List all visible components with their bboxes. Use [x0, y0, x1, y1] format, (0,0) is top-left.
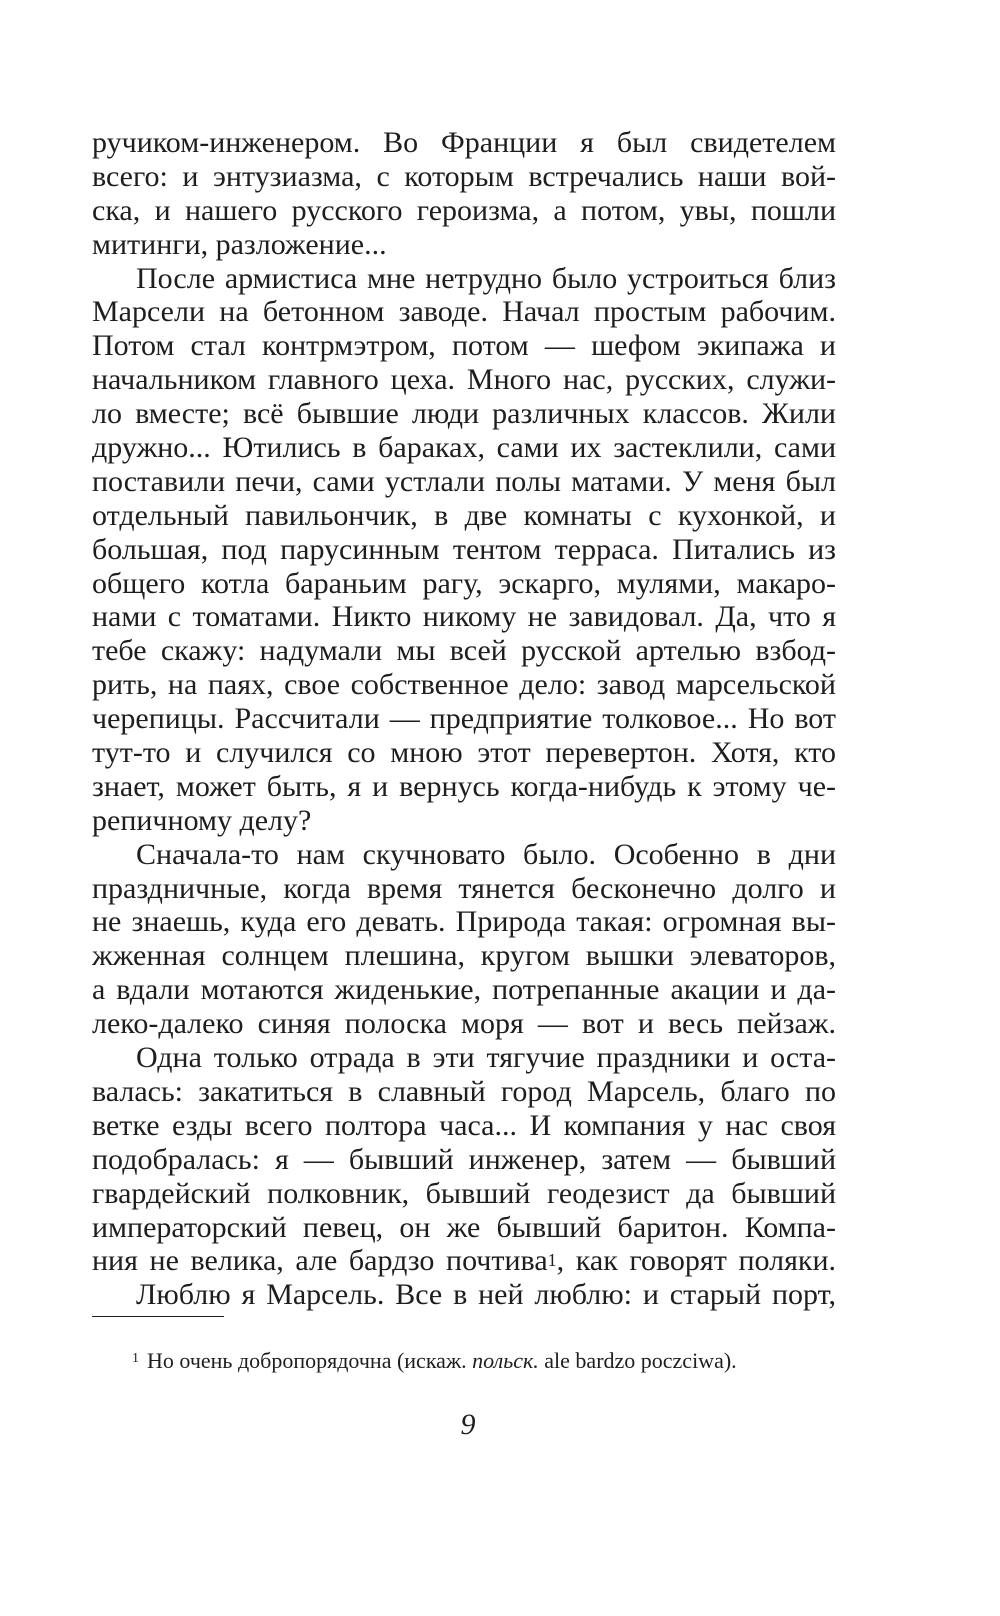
text-line: императорский певец, он же бывший баритон. Компа-	[92, 1210, 836, 1244]
text-line: тут-то и случился со мною этот перевертон. Хотя, кто	[92, 736, 836, 770]
text-line: Потом стал контрмэтром, потом — шефом экипажа и	[92, 329, 836, 363]
text-line: жженная солнцем плешина, кругом вышки элеваторов,	[92, 939, 836, 973]
text-line: гвардейский полковник, бывший геодезист да бывший	[92, 1176, 836, 1210]
text-line: тебе скажу: надумали мы всей русской артелью взбод-	[92, 634, 836, 668]
footnote-reference: 1	[547, 1250, 557, 1271]
text-line: не знаешь, куда его девать. Природа такая: огромная вы-	[92, 905, 836, 939]
text-line: ло вместе; всё бывшие люди различных классов. Жили	[92, 397, 836, 431]
text-line: Марсели на бетонном заводе. Начал простым рабочим.	[92, 295, 836, 329]
footnote-line-before: ния не велика, але бардзо почтива	[92, 1244, 548, 1278]
text-line: Сначала-то нам скучновато было. Особенно в дни	[136, 837, 836, 871]
text-line: ветке езды всего полтора часа... И компания у нас своя	[92, 1108, 836, 1142]
footnote-text-before: Но очень добропорядочна (искаж.	[147, 1348, 467, 1373]
text-line: репичному делу?	[92, 803, 312, 837]
text-line: праздничные, когда время тянется бесконечно долго и	[92, 871, 836, 905]
text-line: валась: закатиться в славный город Марсель, благо по	[92, 1074, 836, 1108]
footnote-text-after: ale bardzo poczciwa).	[544, 1348, 737, 1373]
text-line: ручиком-инженером. Во Франции я был свидетелем	[92, 126, 836, 159]
body-text	[92, 126, 836, 1312]
footnote-separator	[92, 1316, 224, 1317]
text-line: После армистиса мне нетрудно было устроиться близ	[136, 261, 836, 295]
footnote	[132, 1348, 852, 1378]
footnote-line-after: , как говорят поляки.	[556, 1244, 837, 1278]
text-line: леко-далеко синяя полоска моря — вот и весь пейзаж.	[92, 1007, 836, 1041]
text-line-with-footnote	[92, 1244, 836, 1278]
text-line: знает, может быть, я и вернусь когда-нибудь к этому че-	[92, 769, 836, 803]
text-line: Одна только отрада в эти тягучие праздники и оста-	[136, 1041, 836, 1075]
text-line: ска, и нашего русского героизма, а потом, увы, пошли	[92, 193, 836, 227]
footnote-italic: польск.	[472, 1348, 539, 1373]
text-line: начальником главного цеха. Много нас, русских, служи-	[92, 363, 836, 397]
text-line: общего котла бараньим рагу, эскарго, мулями, макаро-	[92, 566, 836, 600]
footnote-mark: 1	[132, 1351, 139, 1366]
text-line: Люблю я Марсель. Все в ней люблю: и старый порт,	[136, 1278, 836, 1312]
text-line: черепицы. Рассчитали — предприятие толковое... Но вот	[92, 702, 836, 736]
text-line: рить, на паях, свое собственное дело: завод марсельской	[92, 668, 836, 702]
text-line: нами с томатами. Никто никому не завидовал. Да, что я	[92, 600, 836, 634]
page-number: 9	[460, 1408, 476, 1441]
text-line: митинги, разложение...	[92, 227, 387, 261]
text-line: дружно... Ютились в бараках, сами их застеклили, сами	[92, 431, 836, 465]
text-line: отдельный павильончик, в две комнаты с кухонкой, и	[92, 498, 836, 532]
text-line: поставили печи, сами устлали полы матами. У меня был	[92, 464, 836, 498]
text-line: подобралась: я — бывший инженер, затем — бывший	[92, 1142, 836, 1176]
text-line: а вдали мотаются жиденькие, потрепанные акации и да-	[92, 973, 836, 1007]
text-line: всего: и энтузиазма, с которым встречались наши вой-	[92, 159, 836, 193]
text-line: большая, под парусинным тентом терраса. Питались из	[92, 532, 836, 566]
